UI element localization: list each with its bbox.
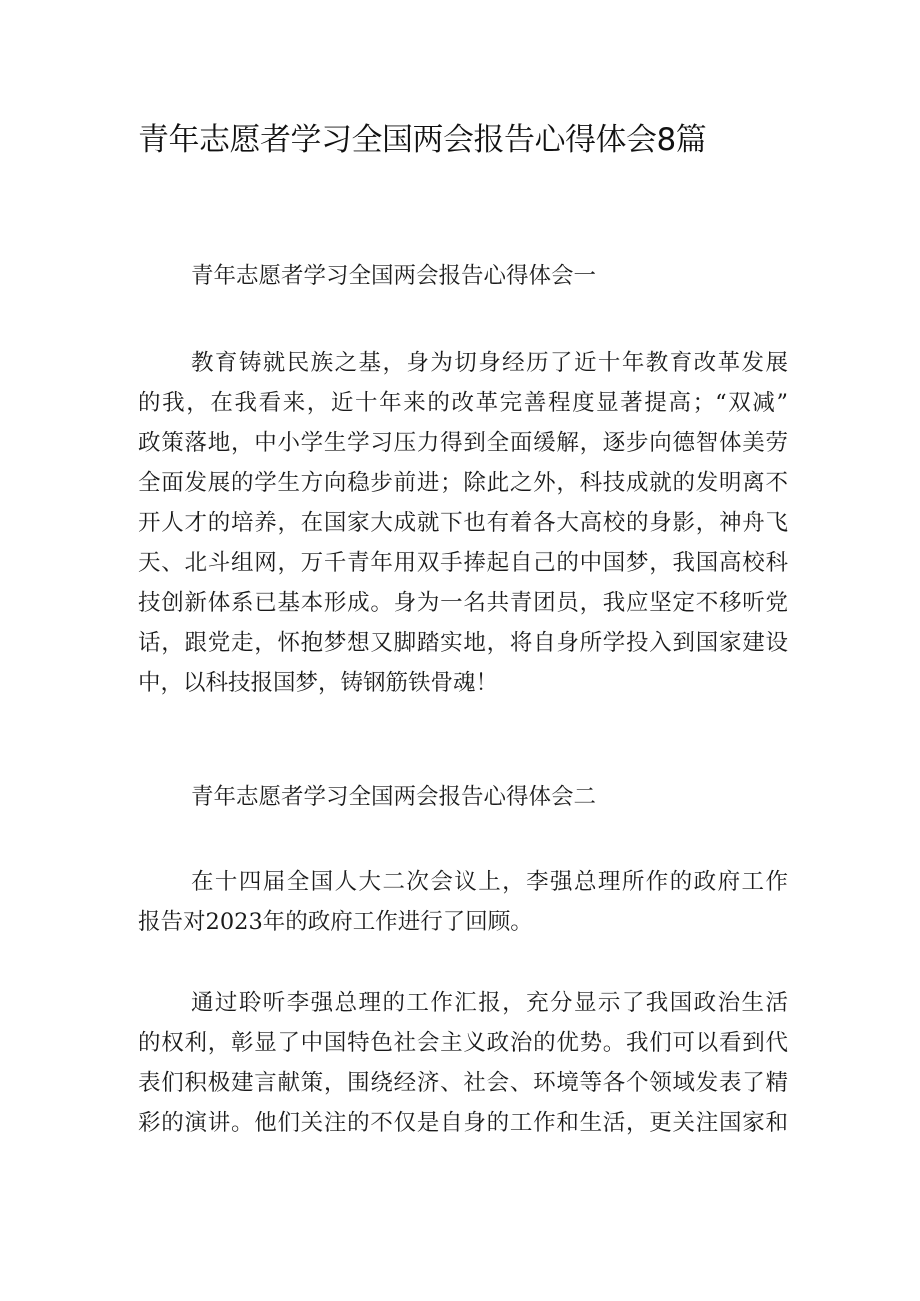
paragraph-line: 开人才的培养，在国家大成就下也有着各大高校的身影，神舟飞 — [138, 510, 788, 536]
section-1-paragraph-1 — [138, 343, 788, 703]
paragraph-line: 话，跟党走，怀抱梦想又脚踏实地，将自身所学投入到国家建设 — [138, 630, 788, 656]
paragraph-line: 技创新体系已基本形成。身为一名共青团员，我应坚定不移听党 — [138, 590, 788, 616]
paragraph-line: 报告对2023年的政府工作进行了回顾。 — [138, 909, 533, 935]
paragraph-line: 教育铸就民族之基，身为切身经历了近十年教育改革发展 — [191, 350, 788, 376]
paragraph-line: 在十四届全国人大二次会议上，李强总理所作的政府工作 — [191, 869, 788, 895]
paragraph-line: 的我，在我看来，近十年来的改革完善程度显著提高；“双减” — [138, 390, 788, 416]
paragraph-line: 政策落地，中小学生学习压力得到全面缓解，逐步向德智体美劳 — [138, 430, 788, 456]
paragraph-line: 通过聆听李强总理的工作汇报，充分显示了我国政治生活 — [191, 990, 788, 1016]
section-2-paragraph-1 — [138, 862, 788, 942]
paragraph-line: 彩的演讲。他们关注的不仅是自身的工作和生活，更关注国家和 — [138, 1110, 788, 1136]
paragraph-line: 的权利，彰显了中国特色社会主义政治的优势。我们可以看到代 — [138, 1030, 788, 1056]
paragraph-line: 表们积极建言献策，围绕经济、社会、环境等各个领域发表了精 — [138, 1070, 788, 1096]
document-title: 青年志愿者学习全国两会报告心得体会8篇 — [138, 122, 707, 158]
section-heading-2: 青年志愿者学习全国两会报告心得体会二 — [191, 784, 597, 810]
paragraph-line: 中，以科技报国梦，铸钢筋铁骨魂！ — [138, 670, 499, 696]
section-heading-1: 青年志愿者学习全国两会报告心得体会一 — [191, 263, 597, 289]
paragraph-line: 天、北斗组网，万千青年用双手捧起自己的中国梦，我国高校科 — [138, 550, 788, 576]
paragraph-line: 全面发展的学生方向稳步前进；除此之外，科技成就的发明离不 — [138, 470, 788, 496]
section-2-paragraph-2 — [138, 983, 788, 1143]
